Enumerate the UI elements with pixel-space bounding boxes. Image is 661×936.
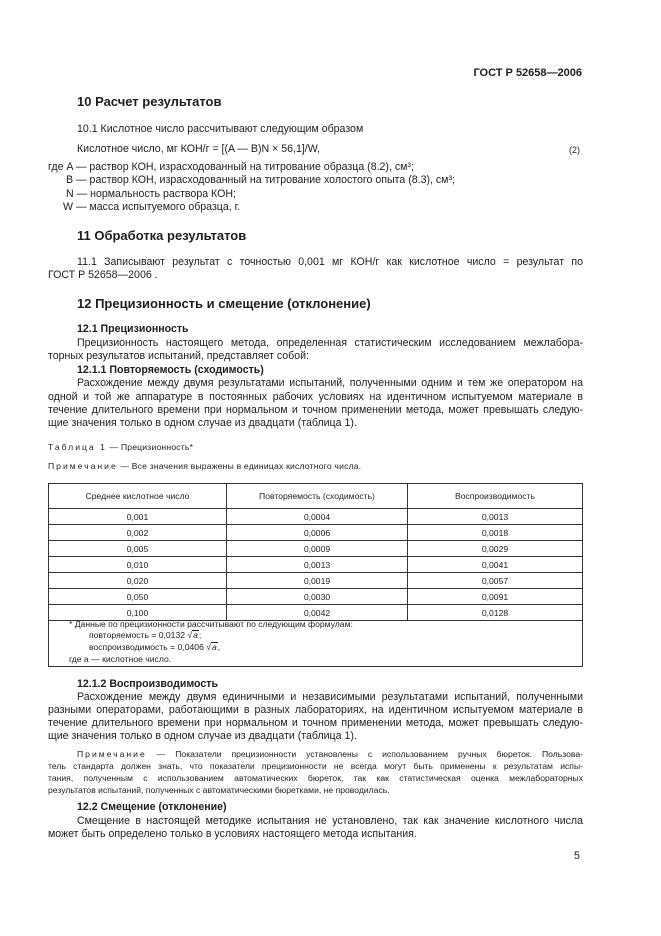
table-cell: 0,0091 <box>408 589 583 605</box>
footnote-intro: * Данные по прецизионности рассчитывают по следующим формулам: <box>69 619 353 629</box>
footnote-reproducibility: воспроизводимость = 0,0406 √a, <box>89 642 221 652</box>
where-w: W — масса испытуемого образца, г. <box>63 201 241 213</box>
section-12-1-2-line2: разными операторами, работающими в разных лабораториях, на идентичном испытуемом материале в <box>48 704 583 716</box>
section-12-1-line2: торных результатов испытаний, представляет собой: <box>48 350 309 362</box>
table-cell: 0,0019 <box>227 573 408 589</box>
footnote-where: где a — кислотное число. <box>69 654 172 664</box>
table-cell: 0,0004 <box>227 509 408 525</box>
section-11-1-line2: ГОСТ Р 52658—2006 . <box>48 269 158 281</box>
footnote-repeatability-text: повторяемость = 0,0132 <box>89 630 186 640</box>
sqrt-argument: a <box>193 630 198 640</box>
note-2-label: Примечание <box>77 749 147 759</box>
note-2-line1 <box>77 748 583 760</box>
section-11-1-line1: 11.1 Записывают результат с точностью 0,001 мг КОН/г как кислотное число = результат по <box>77 256 583 268</box>
table-cell: 0,0013 <box>408 509 583 525</box>
table-caption-text: — Прецизионность* <box>106 442 194 452</box>
note-2-line2: тель стандарта должен знать, что показатели прецизионности не всегда могут быть применены к результатам испы- <box>48 761 583 771</box>
table-cell: 0,0042 <box>227 605 408 621</box>
table-row <box>49 509 583 525</box>
table-cell: 0,010 <box>49 557 227 573</box>
section-12-1-line1: Прецизионность настоящего метода, определенная статистическим исследованием межлабора- <box>77 337 583 349</box>
table-cell: 0,005 <box>49 541 227 557</box>
formula-2: Кислотное число, мг КОН/г = [(A — B)N × 56,1]/W, <box>77 143 321 155</box>
section-12-1-1-line4: щие значения только в одном случае из двадцати (таблица 1). <box>48 417 357 429</box>
table-row <box>49 589 583 605</box>
section-12-1-title: 12.1 Прецизионность <box>77 323 189 335</box>
formula-number: (2) <box>569 145 580 155</box>
table-note-text: — Все значения выражены в единицах кислотного числа. <box>117 461 362 471</box>
table-caption <box>48 442 193 452</box>
section-12-1-2-line1: Расхождение между двумя единичными и независимыми результатами испытаний, полученными <box>77 691 583 703</box>
section-12-1-1-line2: одной и той же аппаратуре в постоянных рабочих условиях на идентичном испытуемом материале в <box>48 391 583 403</box>
table-cell: 0,0128 <box>408 605 583 621</box>
table-cell: 0,020 <box>49 573 227 589</box>
table-cell: 0,002 <box>49 525 227 541</box>
table-caption-label: Таблица 1 <box>48 442 107 452</box>
column-header: Среднее кислотное число <box>49 484 227 509</box>
standard-number: ГОСТ Р 52658—2006 <box>473 67 582 79</box>
precision-table <box>48 483 583 621</box>
note-2-line4: результатов испытаний, полученных с автоматическими бюретками, не проводилась. <box>48 785 390 795</box>
section-12-2-title: 12.2 Смещение (отклонение) <box>77 801 227 813</box>
section-12-title: 12 Прецизионность и смещение (отклонение) <box>77 296 371 311</box>
table-cell: 0,0009 <box>227 541 408 557</box>
where-n: N — нормальность раствора КОН; <box>66 188 236 200</box>
table-header-row <box>49 484 583 509</box>
section-12-1-1-title: 12.1.1 Повторяемость (сходимость) <box>77 364 264 376</box>
table-cell: 0,0006 <box>227 525 408 541</box>
column-header: Повторяемость (сходимость) <box>227 484 408 509</box>
footnote-repeatability: повторяемость = 0,0132 √a; <box>89 630 202 640</box>
table-note <box>48 461 361 471</box>
section-11-title: 11 Обработка результатов <box>77 228 247 243</box>
table-cell: 0,0030 <box>227 589 408 605</box>
note-2-text: — Показатели прецизионности установлены с использованием ручных бюреток. Пользова- <box>146 749 583 759</box>
section-12-1-1-line3: течение длительного времени при нормальном и точном применении метода, может превышать следую- <box>48 404 583 416</box>
table-cell: 0,100 <box>49 605 227 621</box>
table-cell: 0,001 <box>49 509 227 525</box>
section-12-1-2-title: 12.1.2 Воспроизводимость <box>77 678 218 690</box>
sqrt-argument: a <box>211 642 217 652</box>
section-10-title: 10 Расчет результатов <box>77 94 222 109</box>
table-cell: 0,0029 <box>408 541 583 557</box>
note-2-line3: тания, полученным с использованием автоматических бюреток, так как статистическая оценка межлабораторных <box>48 773 583 783</box>
where-a: где A — раствор КОН, израсходованный на титрование образца (8.2), см³; <box>48 161 414 173</box>
section-12-1-1-line1: Расхождение между двумя результатами испытаний, полученными одним и тем же оператором на <box>77 377 583 389</box>
table-footnote <box>48 618 583 667</box>
table-cell: 0,050 <box>49 589 227 605</box>
table-note-label: Примечание <box>48 461 118 471</box>
section-12-2-line1: Смещение в настоящей методике испытания не установлено, так как значение кислотного числа <box>77 815 583 827</box>
table-cell: 0,0013 <box>227 557 408 573</box>
footnote-reproducibility-text: воспроизводимость = 0,0406 <box>89 642 204 652</box>
column-header: Воспроизводимость <box>408 484 583 509</box>
page-number: 5 <box>574 850 580 862</box>
table-cell: 0,0057 <box>408 573 583 589</box>
table-row <box>49 525 583 541</box>
section-12-2-line2: может быть определено только в условиях настоящего метода испытания. <box>48 828 417 840</box>
table-row <box>49 557 583 573</box>
section-12-1-2-line3: течение длительного времени при нормальном и точном применении метода, может превышать следую- <box>48 717 583 729</box>
where-b: B — раствор КОН, израсходованный на титрование холостого опыта (8.3), см³; <box>66 174 455 186</box>
section-12-1-2-line4: щие значения только в одном случае из двадцати (таблица 1). <box>48 730 357 742</box>
table-row <box>49 541 583 557</box>
table-cell: 0,0018 <box>408 525 583 541</box>
section-10-1-text: 10.1 Кислотное число рассчитывают следующим образом <box>77 123 364 135</box>
table-cell: 0,0041 <box>408 557 583 573</box>
table-row <box>49 573 583 589</box>
